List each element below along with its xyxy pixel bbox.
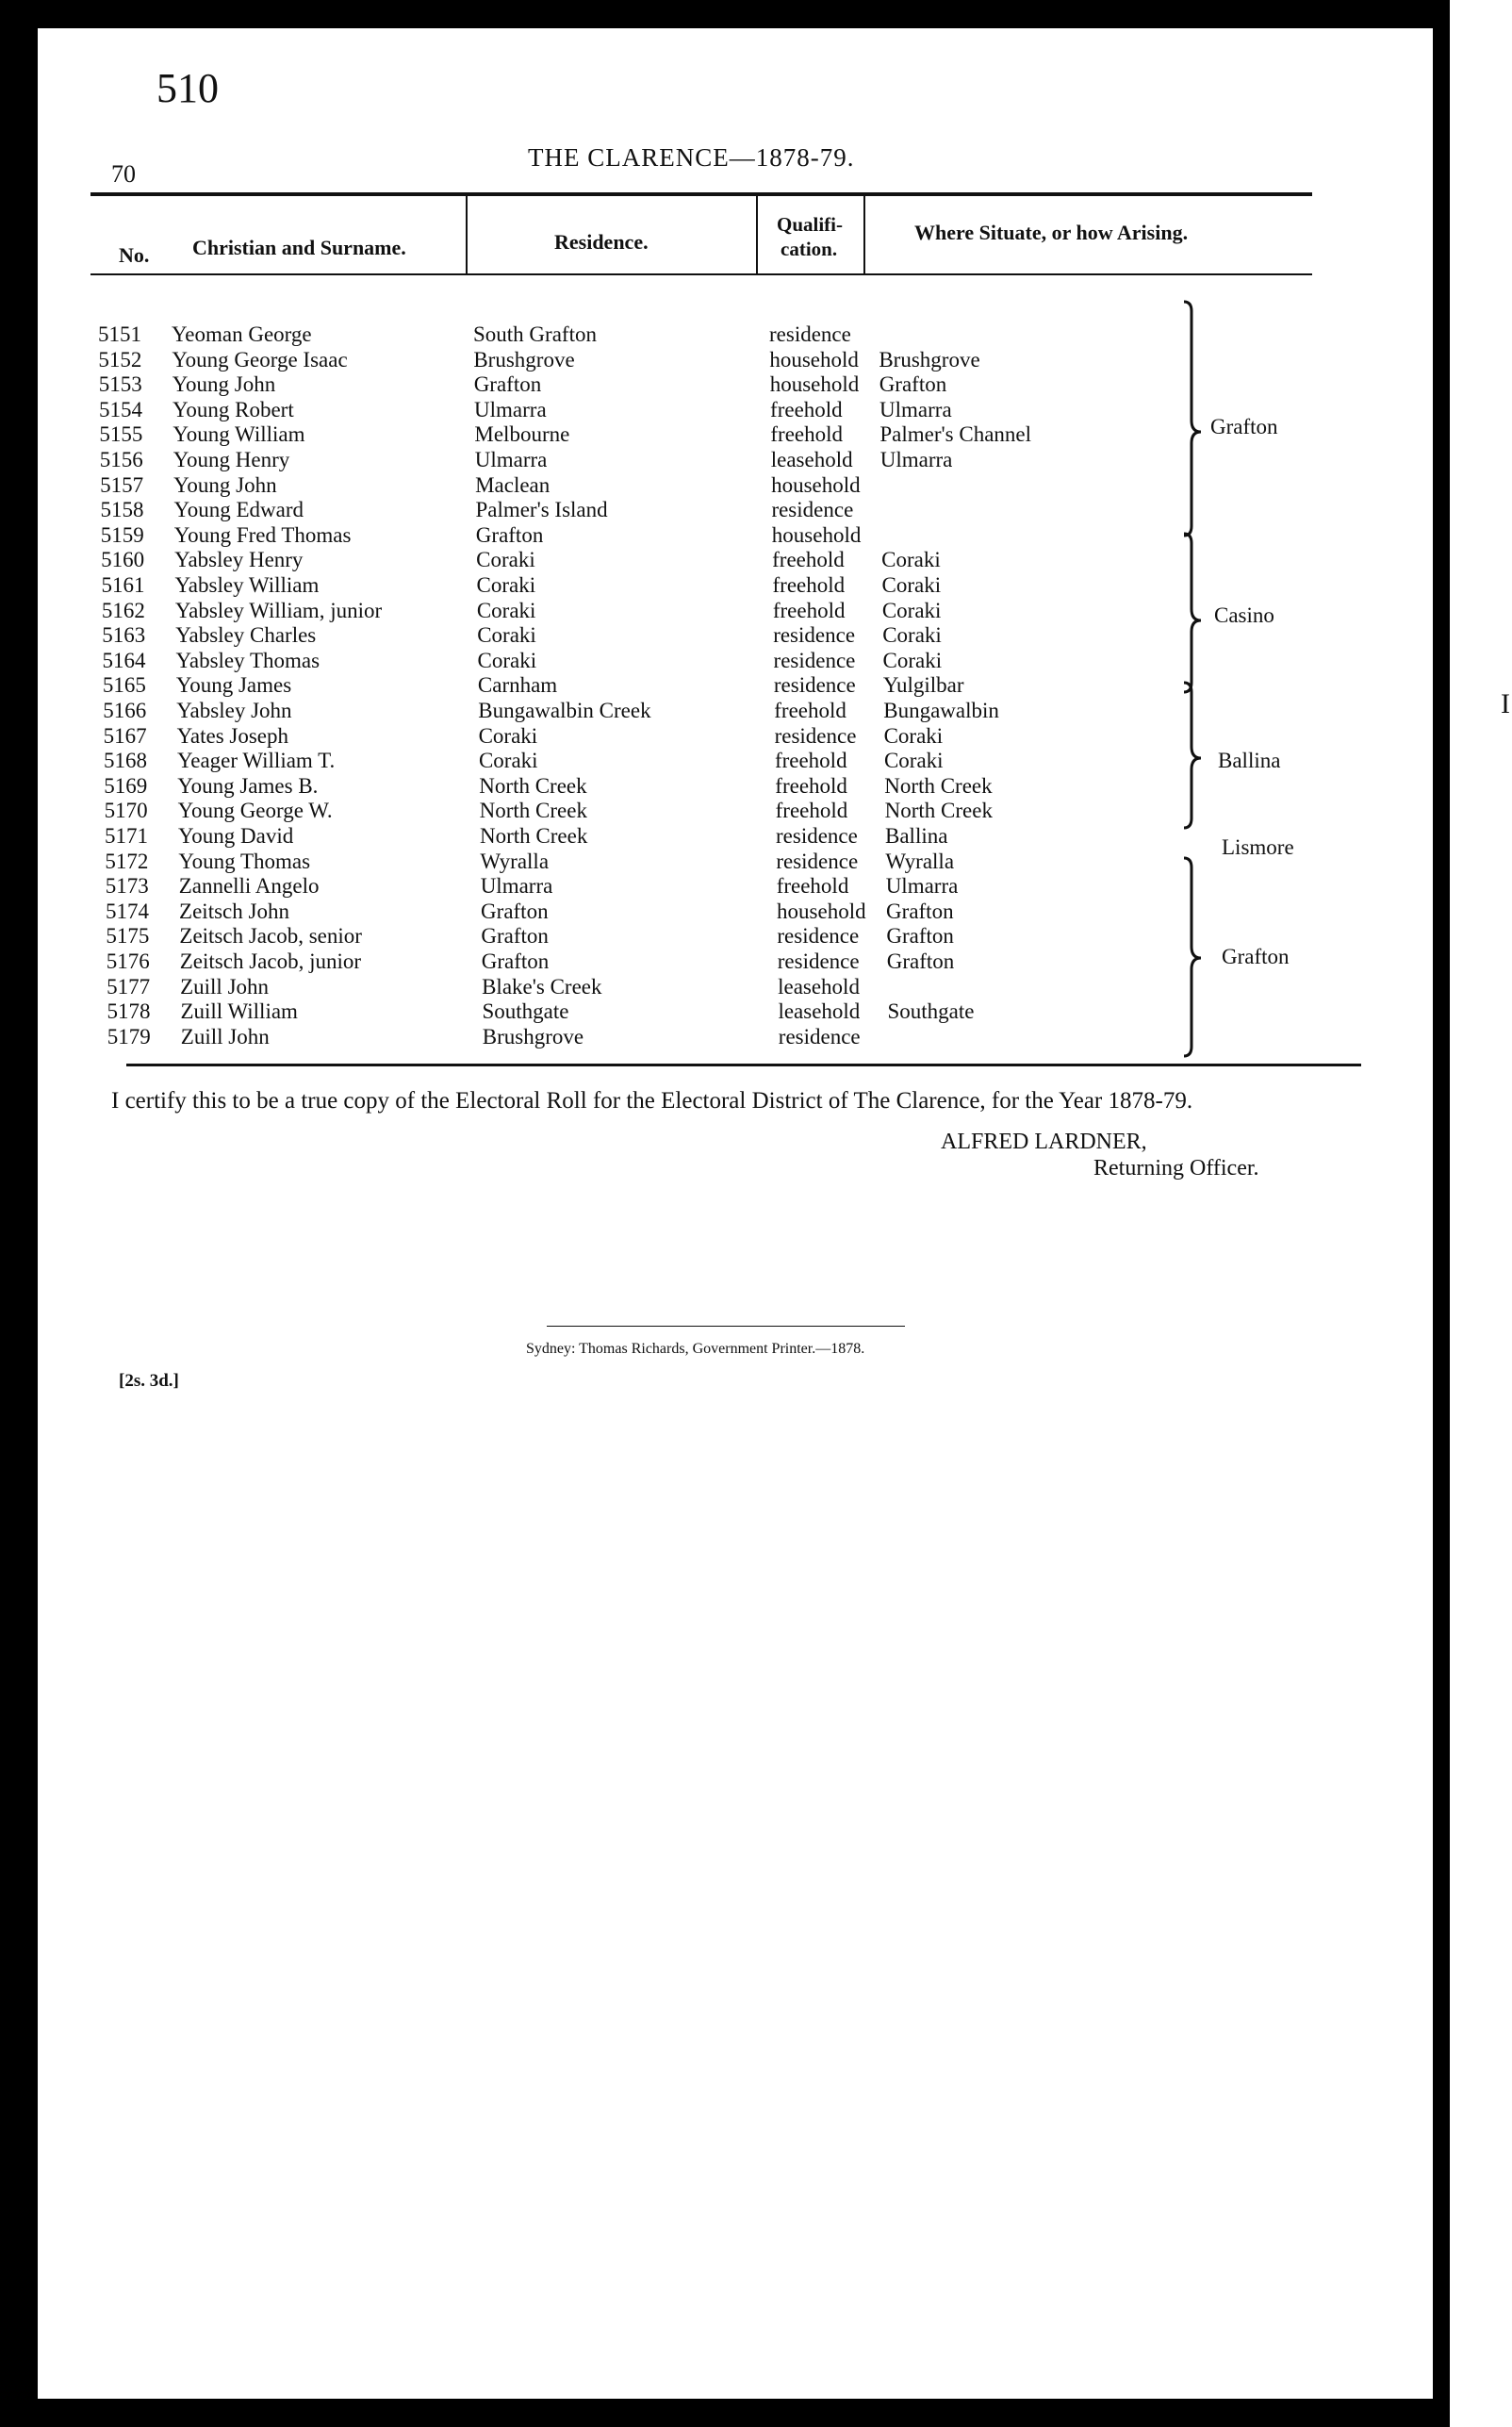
col-header-qualification-1: Qualifi- [777, 213, 844, 236]
district-casino: Casino [1214, 603, 1274, 627]
row-residence: Coraki [476, 548, 535, 572]
row-name: Zannelli Angelo [178, 874, 320, 899]
row-qualification: residence [776, 849, 859, 873]
row-residence: Brushgrove [473, 347, 575, 371]
row-where-situate: Grafton [879, 372, 947, 397]
row-number: 5154 [99, 397, 143, 421]
row-qualification: residence [769, 322, 851, 346]
brace-grafton-2 [1184, 858, 1201, 1056]
row-where-situate: Grafton [886, 899, 954, 923]
row-where-situate: Coraki [881, 573, 942, 597]
row-name: Yeoman George [172, 322, 312, 346]
row-where-situate: Bungawalbin [883, 699, 999, 722]
row-number: 5161 [101, 573, 145, 597]
row-name: Zeitsch John [179, 899, 289, 923]
row-qualification: household [769, 372, 860, 397]
row-number: 5164 [102, 648, 146, 672]
page-heading: THE CLARENCE—1878-79. [528, 143, 855, 172]
row-number: 5168 [103, 749, 147, 773]
row-residence: South Grafton [473, 322, 597, 346]
row-qualification: freehold [774, 749, 847, 773]
row-number: 5172 [105, 849, 149, 873]
page-number: 70 [111, 160, 136, 188]
row-name: Young David [178, 824, 294, 848]
row-residence: Southgate [482, 999, 569, 1024]
row-residence: Grafton [481, 924, 549, 949]
row-qualification: residence [778, 1024, 861, 1048]
row-qualification: freehold [770, 422, 844, 447]
row-qualification: freehold [772, 548, 845, 572]
certification-statement: I certify this to be a true copy of the Electoral Roll for the Electoral District of The Clarence, for the Year 1878-79. [111, 1088, 1193, 1114]
row-qualification: household [777, 899, 866, 923]
row-where-situate: Ulmarra [885, 874, 959, 899]
row-qualification: residence [774, 723, 857, 748]
row-name: Young James [175, 673, 292, 698]
brace-casino [1184, 534, 1201, 692]
col-header-name: Christian and Surname. [192, 236, 406, 259]
row-where-situate: Palmer's Channel [879, 422, 1032, 447]
row-qualification: freehold [772, 598, 846, 622]
row-qualification: household [769, 347, 859, 371]
row-number: 5152 [98, 347, 142, 371]
row-number: 5169 [104, 773, 148, 798]
row-residence: Ulmarra [474, 397, 547, 421]
row-number: 5160 [101, 548, 145, 572]
row-name: Yabsley William [174, 573, 320, 597]
row-qualification: household [771, 522, 862, 547]
row-residence: Melbourne [474, 422, 570, 447]
row-name: Zuill William [180, 999, 298, 1024]
row-number: 5174 [106, 899, 150, 923]
row-where-situate: North Creek [884, 773, 993, 798]
row-where-situate: Ulmarra [879, 397, 952, 421]
row-where-situate: Grafton [886, 924, 954, 949]
row-name: Zeitsch Jacob, senior [179, 924, 362, 949]
row-residence: Blake's Creek [482, 974, 602, 999]
price-note: [2s. 3d.] [119, 1371, 179, 1391]
row-residence: Grafton [481, 949, 550, 973]
row-number: 5162 [101, 598, 145, 622]
row-name: Yabsley Henry [174, 548, 304, 572]
row-residence: Coraki [476, 598, 536, 622]
col-header-qualification-2: cation. [781, 238, 838, 260]
row-residence: North Creek [479, 799, 587, 823]
row-number: 5173 [105, 874, 149, 899]
row-name: Yabsley Thomas [175, 648, 320, 672]
row-name: Yabsley John [176, 699, 292, 722]
row-residence: Grafton [481, 899, 549, 923]
officer-name: ALFRED LARDNER, [941, 1130, 1147, 1154]
row-residence: Brushgrove [482, 1024, 584, 1048]
page-gutter [1444, 0, 1450, 2427]
row-where-situate: Coraki [881, 548, 941, 572]
row-name: Yeager William T. [176, 749, 336, 773]
row-residence: Grafton [475, 522, 544, 547]
row-name: Young George Isaac [172, 347, 348, 371]
row-where-situate: Coraki [882, 648, 943, 672]
row-residence: Bungawalbin Creek [478, 699, 651, 722]
row-name: Young Thomas [178, 849, 311, 873]
row-residence: Coraki [478, 723, 538, 748]
row-number: 5166 [103, 699, 147, 722]
row-residence: North Creek [479, 773, 587, 798]
col-header-residence: Residence. [554, 230, 649, 254]
row-name: Young George W. [177, 799, 333, 823]
row-where-situate: Coraki [883, 749, 944, 773]
row-number: 5159 [100, 522, 144, 547]
row-number: 5157 [100, 472, 144, 497]
row-name: Yabsley Charles [175, 623, 317, 648]
row-number: 5156 [99, 448, 143, 471]
row-where-situate: Brushgrove [879, 347, 980, 371]
row-qualification: residence [773, 673, 856, 698]
row-number: 5165 [102, 673, 146, 698]
row-qualification: freehold [775, 773, 847, 798]
row-name: Young Henry [173, 448, 290, 471]
row-residence: North Creek [480, 824, 588, 848]
row-qualification: freehold [775, 799, 848, 823]
officer-title: Returning Officer. [1093, 1156, 1259, 1180]
row-name: Young John [172, 372, 276, 397]
row-qualification: leasehold [778, 974, 860, 999]
row-qualification: residence [777, 924, 860, 949]
row-where-situate: Yulgilbar [882, 673, 964, 698]
row-qualification: leasehold [770, 448, 853, 471]
district-braces [38, 28, 1433, 1160]
row-number: 5151 [98, 322, 141, 346]
row-name: Young John [173, 472, 277, 497]
row-qualification: residence [771, 498, 854, 522]
row-where-situate: Wyralla [885, 849, 955, 873]
row-qualification: residence [776, 824, 858, 848]
printer-imprint: Sydney: Thomas Richards, Government Printer.—1878. [526, 1341, 865, 1357]
row-where-situate: North Creek [884, 799, 993, 823]
row-residence: Carnham [477, 673, 558, 698]
brace-grafton-1 [1184, 302, 1201, 536]
row-number: 5177 [107, 974, 151, 999]
row-qualification: household [771, 472, 861, 497]
row-where-situate: Southgate [887, 999, 975, 1024]
row-name: Young Robert [173, 397, 294, 421]
district-grafton-2: Grafton [1222, 945, 1290, 968]
row-qualification: residence [777, 949, 860, 973]
district-lismore: Lismore [1222, 835, 1294, 859]
row-where-situate: Grafton [886, 949, 955, 973]
row-name: Zeitsch Jacob, junior [179, 949, 362, 973]
row-qualification: freehold [772, 573, 846, 597]
row-number: 5171 [105, 824, 148, 848]
row-residence: Coraki [477, 623, 536, 648]
row-name: Zuill John [180, 974, 270, 999]
row-number: 5155 [99, 422, 143, 447]
row-residence: Coraki [476, 573, 536, 597]
row-residence: Ulmarra [480, 874, 553, 899]
brace-ballina [1184, 683, 1201, 828]
row-qualification: freehold [770, 397, 843, 421]
row-number: 5153 [98, 372, 142, 397]
row-number: 5179 [107, 1024, 151, 1048]
document-page [38, 28, 1433, 2399]
row-qualification: freehold [776, 874, 849, 899]
row-residence: Grafton [473, 372, 542, 397]
folio-number: 510 [156, 65, 219, 111]
row-residence: Coraki [477, 648, 537, 672]
district-ballina: Ballina [1218, 749, 1281, 772]
row-name: Young James B. [177, 773, 319, 798]
row-name: Young William [173, 422, 305, 447]
row-where-situate: Coraki [882, 623, 942, 648]
row-residence: Wyralla [480, 849, 550, 873]
district-grafton-1: Grafton [1210, 415, 1278, 438]
row-number: 5178 [107, 999, 151, 1024]
row-where-situate: Coraki [881, 598, 942, 622]
row-residence: Ulmarra [474, 448, 548, 471]
row-name: Yates Joseph [176, 723, 289, 748]
adjacent-page-mark: I [1501, 688, 1510, 719]
row-residence: Palmer's Island [475, 498, 608, 522]
row-qualification: residence [773, 648, 856, 672]
row-number: 5163 [102, 623, 146, 648]
row-qualification: leasehold [778, 999, 861, 1024]
row-qualification: residence [773, 623, 856, 648]
table-bottom-rule [126, 1064, 1361, 1066]
row-qualification: freehold [774, 699, 846, 722]
printer-rule [547, 1326, 905, 1327]
row-residence: Maclean [475, 472, 551, 497]
row-name: Young Edward [173, 498, 304, 522]
row-number: 5175 [106, 924, 150, 949]
row-name: Yabsley William, junior [174, 598, 383, 622]
row-name: Young Fred Thomas [173, 522, 352, 547]
col-header-where: Where Situate, or how Arising. [914, 221, 1189, 244]
row-where-situate: Ulmarra [879, 448, 953, 471]
row-where-situate: Coraki [883, 723, 944, 748]
row-name: Zuill John [180, 1024, 270, 1048]
row-where-situate: Ballina [885, 824, 948, 848]
row-number: 5167 [103, 723, 147, 748]
row-number: 5158 [100, 498, 144, 522]
row-number: 5170 [104, 799, 148, 823]
row-number: 5176 [106, 949, 150, 973]
col-header-no: No. [119, 243, 150, 267]
adjacent-page-edge [1444, 0, 1512, 2427]
row-residence: Coraki [478, 749, 538, 773]
